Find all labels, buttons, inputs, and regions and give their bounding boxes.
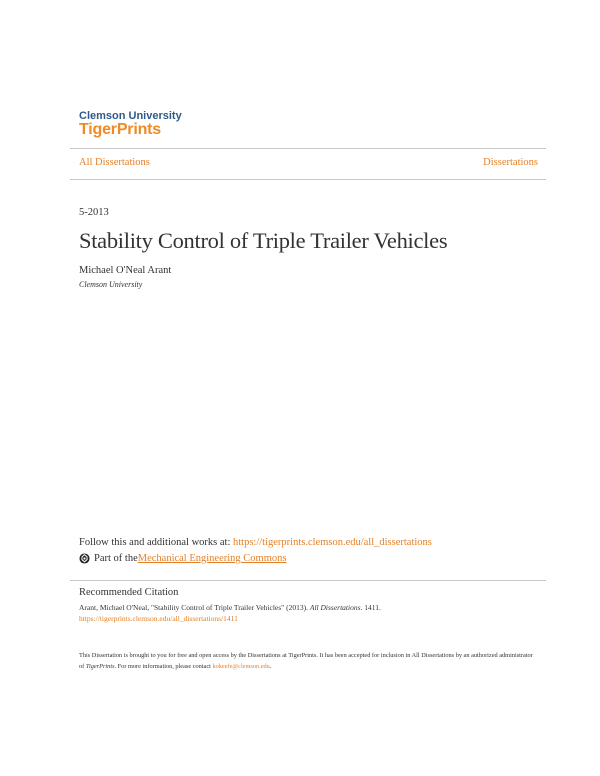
follow-line — [79, 537, 432, 548]
part-of-label: Part of the — [94, 553, 138, 564]
header-divider-bottom — [70, 179, 546, 180]
citation-divider — [70, 580, 546, 581]
author-affiliation: Clemson University — [79, 280, 143, 289]
footer-notice — [79, 650, 539, 672]
footer-text-1: This Dissertation is brought to you for free and open access by the Dissertations at TigerPrints. It has been accepted for inclusion in All Dissertations by an authorized administrator of — [79, 652, 533, 670]
footer-repo: TigerPrints — [85, 663, 115, 670]
follow-url-link[interactable]: https://tigerprints.clemson.edu/all_dissertations — [233, 537, 432, 548]
author-name: Michael O'Neal Arant — [79, 265, 172, 276]
part-of-line — [79, 553, 286, 564]
citation-suffix: . 1411. — [360, 603, 381, 612]
footer-end: . — [269, 663, 272, 670]
contact-email-link[interactable]: kokeefe@clemson.edu — [212, 663, 270, 670]
citation-url-link[interactable]: https://tigerprints.clemson.edu/all_dissertations/1411 — [79, 614, 238, 623]
follow-label: Follow this and additional works at: — [79, 537, 233, 548]
citation-prefix: Arant, Michael O'Neal, "Stability Control of Triple Trailer Vehicles" (2013). — [79, 603, 310, 612]
citation-text — [79, 603, 381, 612]
document-title: Stability Control of Triple Trailer Vehicles — [79, 228, 448, 253]
mechanical-engineering-commons-link[interactable]: Mechanical Engineering Commons — [137, 553, 287, 564]
recommended-citation-heading: Recommended Citation — [79, 587, 179, 598]
all-dissertations-link[interactable]: All Dissertations — [79, 157, 150, 168]
university-name: Clemson University — [79, 110, 182, 122]
dissertations-link[interactable]: Dissertations — [483, 157, 538, 168]
publication-date: 5-2013 — [79, 207, 109, 218]
footer-text-2: . For more information, please contact — [114, 663, 213, 670]
citation-journal: All Dissertations — [309, 603, 361, 612]
repository-logo[interactable]: TigerPrints — [79, 121, 161, 138]
creative-commons-icon — [79, 553, 90, 564]
header-divider-top — [70, 148, 546, 149]
